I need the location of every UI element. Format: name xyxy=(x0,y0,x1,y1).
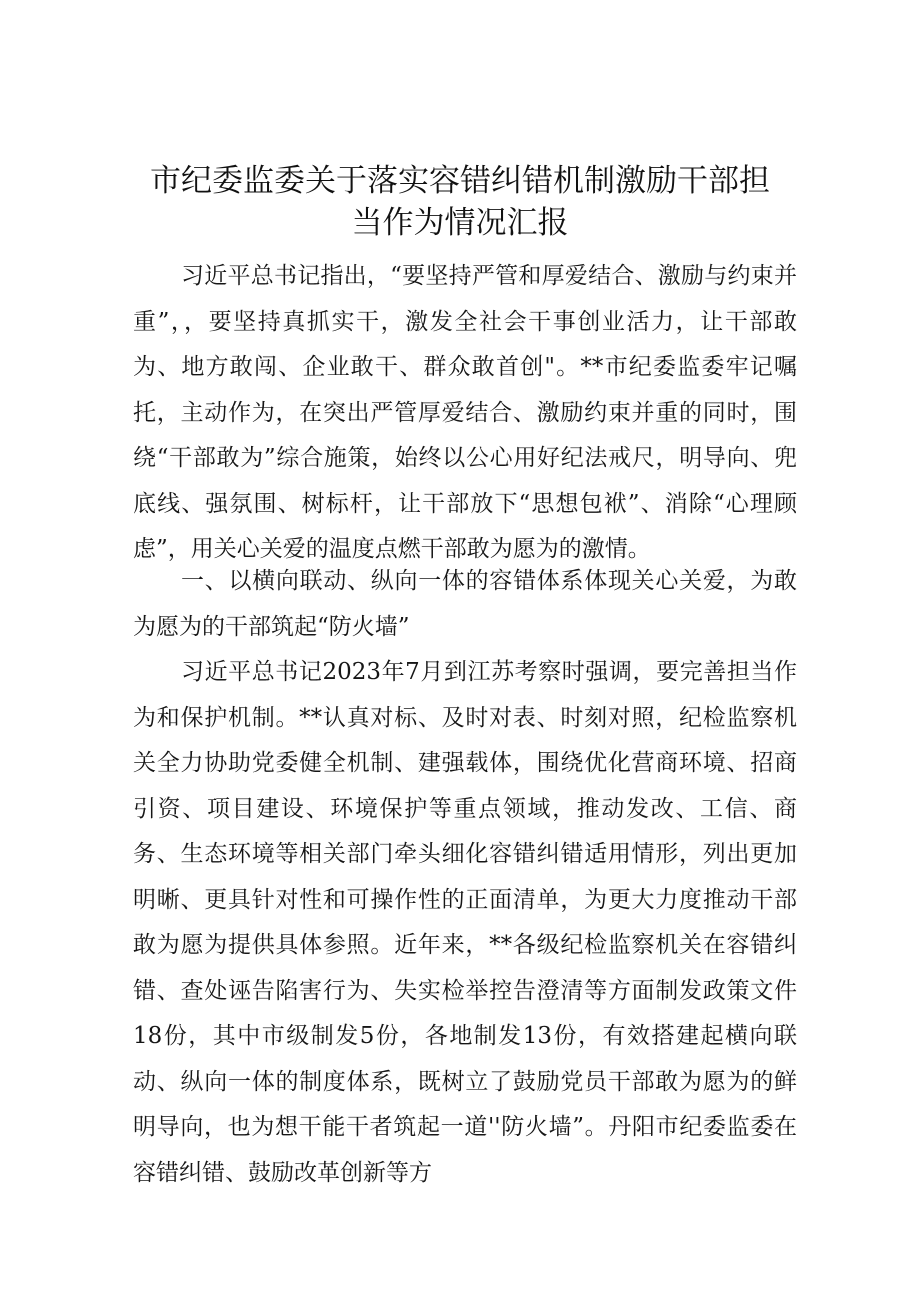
title-line-1: 市纪委监委关于落实容错纠错机制激励干部担 xyxy=(150,163,770,199)
document-title xyxy=(120,160,800,244)
intro-paragraph: 习近平总书记指出，“要坚持严管和厚爱结合、激励与约束并重”，，要坚持真抓实干，激发全社会干事创业活力，让干部敢为、地方敢闯、企业敢干、群众敢首创"。**市纪委监委牢记嘱托，主动作为，在突出严管厚爱结合、激励约束并重的同时，围绕“干部敢为”综合施策，始终以公心用好纪法戒尺，明导向、兜底线、强氛围、树标杆，让干部放下“思想包袱”、消除“心理顾虑”，用关心关爱的温度点燃干部敢为愿为的激情。 xyxy=(133,263,797,562)
section-1-paragraph: 习近平总书记2023年7月到江苏考察时强调，要完善担当作为和保护机制。**认真对标、及时对表、时刻对照，纪检监察机关全力协助党委健全机制、建强载体，围绕优化营商环境、招商引资、项目建设、环境保护等重点领域，推动发改、工信、商务、生态环境等相关部门牵头细化容错纠错适用情形，列出更加明晰、更具针对性和可操作性的正面清单，为更大力度推动干部敢为愿为提供具体参照。近年来，**各级纪检监察机关在容错纠错、查处诬告陷害行为、失实检举控告澄清等方面制发政策文件18份，其中市级制发5份，各地制发13份，有效搭建起横向联动、纵向一体的制度体系，既树立了鼓励党员干部敢为愿为的鲜明导向，也为想干能干者筑起一道''防火墙”。丹阳市纪委监委在容错纠错、鼓励改革创新等方 xyxy=(133,659,797,1186)
section-heading-1: 一、以横向联动、纵向一体的容错体系体现关心关爱，为敢为愿为的干部筑起“防火墙” xyxy=(133,568,797,640)
title-line-2: 当作为情况汇报 xyxy=(351,205,569,241)
